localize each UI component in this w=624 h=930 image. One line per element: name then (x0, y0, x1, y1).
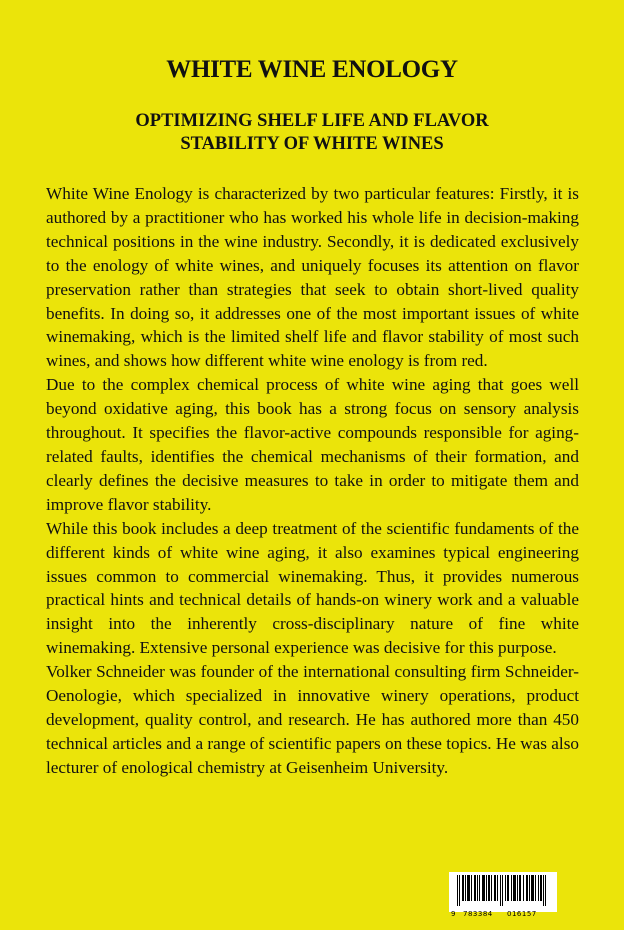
description-paragraph-3: While this book includes a deep treatment of the scientific fundaments of the different kinds of white wine aging, it also examines typical engineering issues common to commercial winemaking. Thus, it provides numerous practical hints and technical details of hands-on winery work and a valuable insight into the inherently cross-disciplinary nature of fine white winemaking. Extensive personal experience was decisive for this purpose. (46, 518, 579, 658)
isbn-barcode (449, 872, 557, 918)
book-subtitle (0, 110, 624, 156)
book-title-inline: White Wine Enology (46, 184, 193, 203)
isbn-digits-left: 783384 (463, 910, 493, 918)
book-title: WHITE WINE ENOLOGY (166, 55, 458, 84)
paragraph-1-text: is characterized by two particular features: Firstly, it is authored by a practitioner who has worked his whole life in decision-making technical positions in the wine industry. Secondly, it is dedicated exclusively to the enology of white wines, and uniquely focuses its attention on flavor preservation rather than strategies that seek to obtain short-lived quality benefits. In doing so, it addresses one of the most important issues of white winemaking, which is the limited shelf life and flavor stability of most such wines, and shows how different white wine enology is from red. (46, 184, 579, 371)
subtitle-line-2: STABILITY OF WHITE WINES (180, 134, 444, 154)
back-cover-description (46, 182, 579, 780)
isbn-digits-right: 016157 (507, 910, 537, 918)
barcode-bars-graphic (449, 872, 557, 912)
author-bio-paragraph: Volker Schneider was founder of the international consulting firm Schneider-Oenologie, which specialized in innovative winery operations, product development, quality control, and research. He has authored more than 450 technical articles and a range of scientific papers on these topics. He was also lecturer of enological chemistry at Geisenheim University. (46, 662, 579, 777)
subtitle-line-1: OPTIMIZING SHELF LIFE AND FLAVOR (135, 111, 489, 131)
description-paragraph-2: Due to the complex chemical process of white wine aging that goes well beyond oxidative aging, this book has a strong focus on sensory analysis throughout. It specifies the flavor-active compounds responsible for aging-related faults, identifies the chemical mechanisms of their formation, and clearly defines the decisive measures to take in order to mitigate them and improve flavor stability. (46, 375, 579, 514)
description-paragraph-1 (46, 182, 579, 373)
isbn-digit-first: 9 (451, 910, 456, 918)
